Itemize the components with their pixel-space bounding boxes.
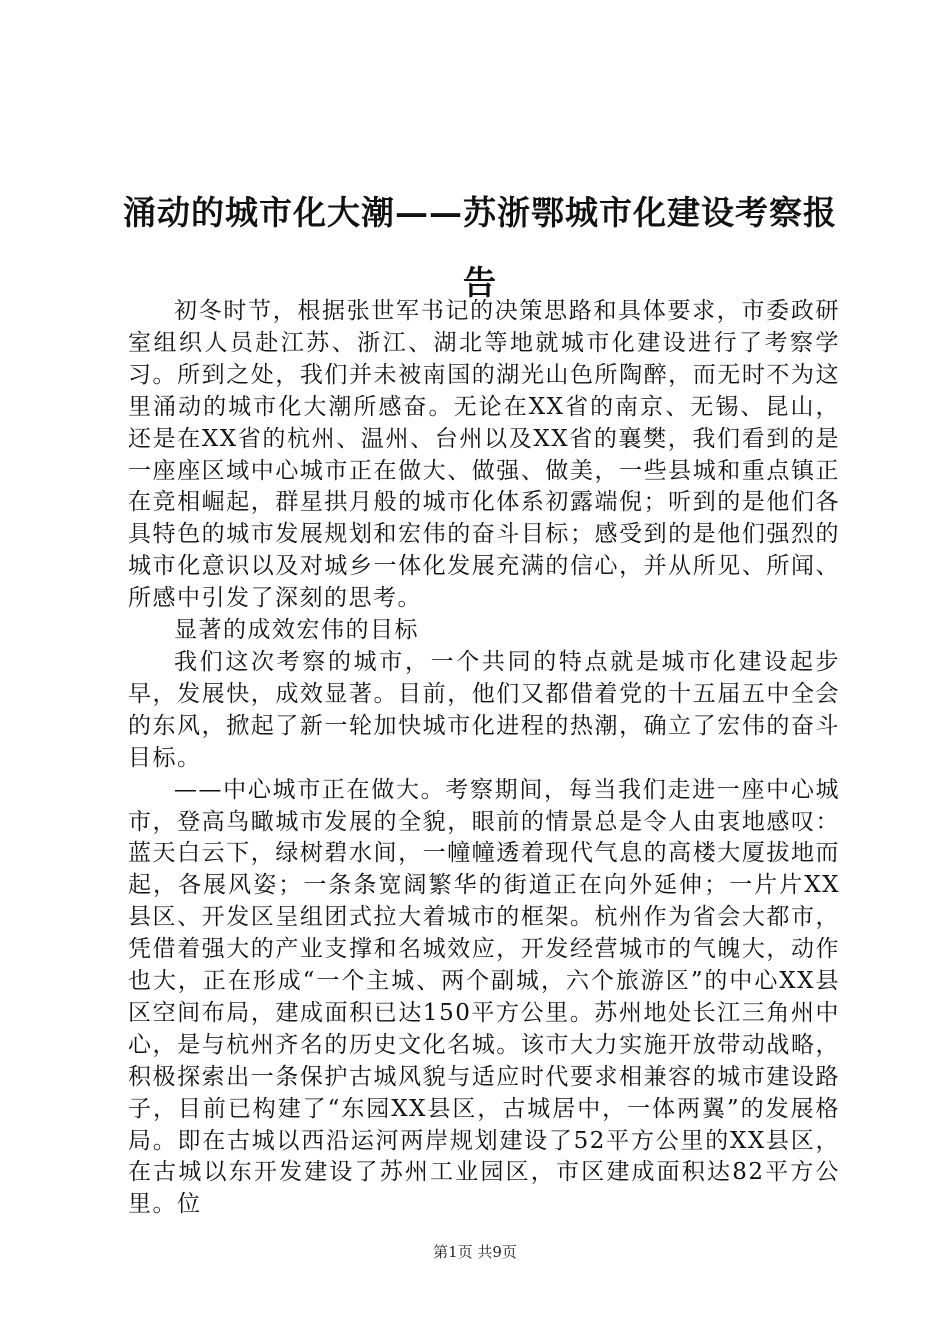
page-number-footer: 第1页 共9页 — [433, 1243, 517, 1261]
paragraph-overview: 我们这次考察的城市，一个共同的特点就是城市化建设起步早，发展快，成效显著。目前，他们又都借着党的十五届五中全会的东风，掀起了新一轮加快城市化进程的热潮，确立了宏伟的奋斗目标。 — [128, 648, 840, 771]
paragraph-intro: 初冬时节，根据张世军书记的决策思路和具体要求，市委政研室组织人员赴江苏、浙江、湖北等地就城市化建设进行了考察学习。所到之处，我们并未被南国的湖光山色所陶醉，而无时不为这里涌动的城市化大潮所感奋。无论在XX省的南京、无锡、昆山，还是在XX省的杭州、温州、台州以及XX省的襄樊，我们看到的是一座座区域中心城市正在做大、做强、做美，一些县城和重点镇正在竞相崛起，群星拱月般的城市化体系初露端倪；听到的是他们各具特色的城市发展规划和宏伟的奋斗目标；感受到的是他们强烈的城市化意识以及对城乡一体化发展充满的信心，并从所见、所闻、所感中引发了深刻的思考。 — [128, 298, 840, 612]
section-heading: 显著的成效宏伟的目标 — [174, 617, 419, 644]
document-title: 涌动的城市化大潮——苏浙鄂城市化建设考察报告 — [123, 193, 837, 302]
document-body — [128, 296, 840, 1221]
paragraph-central-cities: ——中心城市正在做大。考察期间，每当我们走进一座中心城市，登高鸟瞰城市发展的全貌，眼前的情景总是令人由衷地感叹：蓝天白云下，绿树碧水间，一幢幢透着现代气息的高楼大厦拔地而起，各展风姿；一条条宽阔繁华的街道正在向外延伸；一片片XX县区、开发区呈组团式拉大着城市的框架。杭州作为省会大都市，凭借着强大的产业支撑和名城效应，开发经营城市的气魄大，动作也大，正在形成“一个主城、两个副城，六个旅游区”的中心XX县区空间布局，建成面积已达150平方公里。苏州地处长江三角州中心，是与杭州齐名的历史文化名城。该市大力实施开放带动战略，积极探索出一条保护古城风貌与适应时代要求相兼容的城市建设路子，目前已构建了“东园XX县区，古城居中，一体两翼”的发展格局。即在古城以西沿运河两岸规划建设了52平方公里的XX县区，在古城以东开发建设了苏州工业园区，市区建成面积达82平方公里。位 — [128, 776, 840, 1218]
